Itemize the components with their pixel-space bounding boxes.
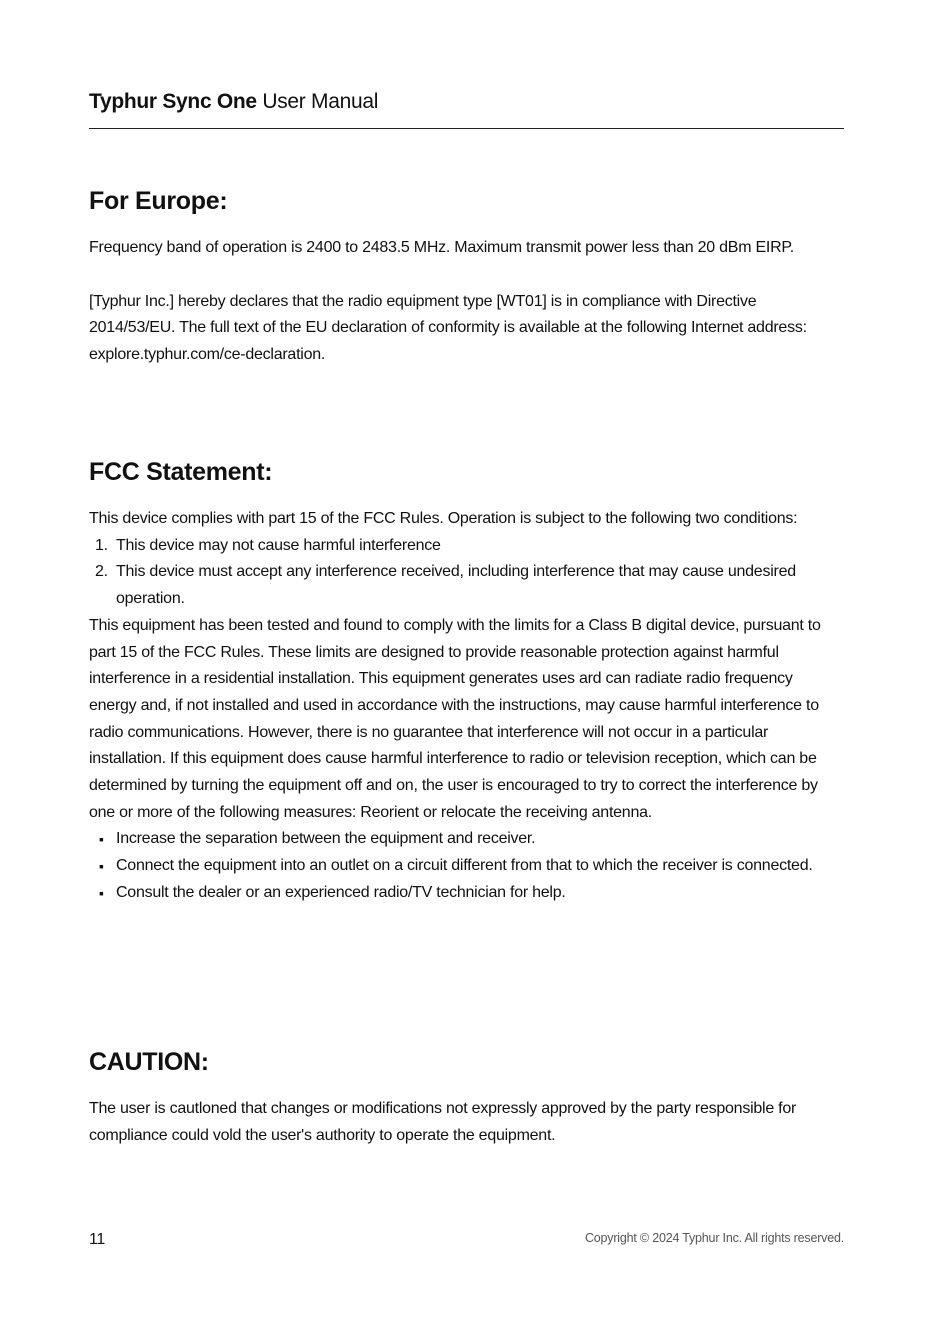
list-item [89, 880, 844, 907]
fcc-measures-list [89, 826, 844, 906]
list-item [89, 559, 844, 612]
bullet-icon: ▪ [99, 858, 104, 875]
copyright-notice: Copyright © 2024 Typhur Inc. All rights reserved. [584, 1231, 844, 1245]
fcc-body: This equipment has been tested and found to comply with the limits for a Class B digital device, pursuant to part 15 of the FCC Rules. These limits are designed to provide reasonable protection against harmful interference in a residential installation. This equipment generates uses ard can radiate radio frequency energy and, if not installed and used in accordance with the instructions, may cause harmful interference to radio communications. However, there is no guarantee that interference will not occur in a particular installation. If this equipment does cause harmful interference to radio or television reception, which can be determined by turning the equipment off and on, the user is encouraged to try to correct the interference by one or more of the following measures: Reorient or relocate the receiving antenna. [89, 616, 821, 821]
document-title: User Manual [262, 90, 379, 113]
list-item [89, 533, 844, 560]
caution-heading: CAUTION: [89, 1048, 209, 1076]
fcc-intro: This device complies with part 15 of the FCC Rules. Operation is subject to the following two conditions: [89, 510, 798, 527]
list-number: 2. [95, 563, 108, 581]
list-item-text: Consult the dealer or an experienced radio/TV technician for help. [116, 883, 566, 901]
fcc-heading: FCC Statement: [89, 458, 273, 486]
list-item-text: This device may not cause harmful interference [116, 536, 441, 554]
europe-paragraph-2: [Typhur Inc.] hereby declares that the radio equipment type [WT01] is in compliance with Directive 2014/53/EU. The full text of the EU declaration of conformity is available at the following Internet address: explore.typhur.com/ce-declaration. [89, 292, 807, 364]
list-number: 1. [95, 536, 108, 554]
europe-section [89, 185, 844, 369]
europe-paragraph-1: Frequency band of operation is 2400 to 2483.5 MHz. Maximum transmit power less than 20 dBm EIRP. [89, 239, 794, 256]
fcc-conditions-list [89, 533, 844, 613]
bullet-icon: ▪ [99, 884, 104, 901]
list-item-text: Connect the equipment into an outlet on a circuit different from that to which the receiver is connected. [116, 857, 813, 875]
caution-section [89, 1046, 844, 1149]
bullet-icon: ▪ [99, 831, 104, 848]
list-item-text: This device must accept any interference received, including interference that may cause undesired operation. [116, 563, 796, 608]
europe-heading: For Europe: [89, 187, 228, 215]
brand-name: Typhur Sync One [89, 90, 257, 113]
header-divider [89, 128, 844, 129]
page-number: 11 [89, 1231, 106, 1248]
list-item-text: Increase the separation between the equipment and receiver. [116, 830, 536, 848]
fcc-section [89, 456, 844, 907]
page-header [89, 88, 844, 116]
list-item [89, 853, 844, 880]
list-item [89, 826, 844, 853]
caution-text: The user is cautloned that changes or modifications not expressly approved by the party responsible for compliance could vold the user's authority to operate the equipment. [89, 1100, 797, 1144]
